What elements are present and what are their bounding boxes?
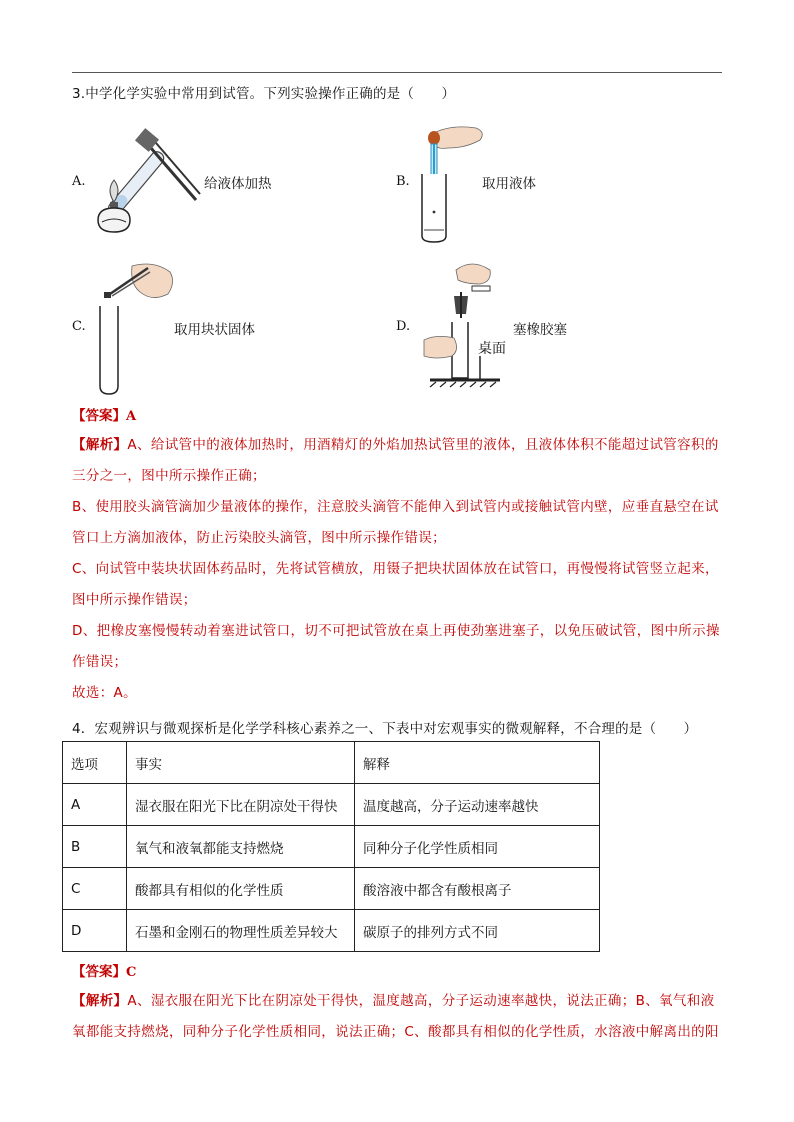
q3-analysis [72, 430, 724, 709]
table-row [63, 784, 600, 826]
table-header-row [63, 742, 600, 784]
stopper-illustration [418, 260, 508, 388]
table-cell: 碳原子的排列方式不同 [355, 910, 600, 952]
table-row [63, 826, 600, 868]
table-cell: A [63, 784, 127, 826]
q3-analysis-a: A、给试管中的液体加热时，用酒精灯的外焰加热试管里的液体，且液体体积不能超过试管容积的三分之一，图中所示操作正确； [72, 437, 719, 484]
table-header-cell: 事实 [127, 742, 355, 784]
q3-analysis-conclusion: 故选：A。 [72, 685, 137, 701]
dropper-illustration [410, 122, 490, 244]
table-cell: 酸都具有相似的化学性质 [127, 868, 355, 910]
table-cell: 酸溶液中都含有酸根离子 [355, 868, 600, 910]
desk-label: 桌面 [478, 341, 506, 357]
q3-option-a-letter: A. [72, 174, 86, 189]
q3-option-c-letter: C. [72, 319, 86, 334]
table-cell: D [63, 910, 127, 952]
q3-analysis-label: 【解析】 [72, 437, 128, 453]
q3-answer-value: A [126, 409, 137, 424]
table-cell: B [63, 826, 127, 868]
q4-analysis [72, 986, 724, 1048]
q3-option-c-caption: 取用块状固体 [174, 322, 255, 338]
table-cell: 湿衣服在阳光下比在阴凉处干得快 [127, 784, 355, 826]
q3-analysis-d: D、把橡皮塞慢慢转动着塞进试管口，切不可把试管放在桌上再使劲塞进塞子，以免压破试管，图中所示操作错误； [72, 623, 720, 670]
q3-analysis-c: C、向试管中装块状固体药品时，先将试管横放，用镊子把块状固体放在试管口，再慢慢将试管竖立起来，图中所示操作错误； [72, 561, 719, 608]
heating-liquid-illustration [92, 124, 212, 239]
tweezers-solid-illustration [92, 258, 182, 398]
q4-table [62, 741, 600, 952]
table-cell: C [63, 868, 127, 910]
q4-analysis-label: 【解析】 [72, 993, 128, 1009]
table-cell: 氧气和液氧都能支持燃烧 [127, 826, 355, 868]
q4-stem: 4．宏观辨识与微观探析是化学学科核心素养之一、下表中对宏观事实的微观解释，不合理的是（ ） [72, 721, 698, 737]
q4-answer-value: C [126, 965, 137, 980]
q3-answer-label: 【答案】 [72, 408, 126, 424]
table-header-cell: 选项 [63, 742, 127, 784]
table-header-cell: 解释 [355, 742, 600, 784]
q3-answer [72, 404, 136, 424]
q3-analysis-b: B、使用胶头滴管滴加少量液体的操作，注意胶头滴管不能伸入到试管内或接触试管内壁，应垂直悬空在试管口上方滴加液体，防止污染胶头滴管，图中所示操作错误； [72, 499, 719, 546]
q3-option-b-letter: B. [396, 174, 410, 189]
q3-option-d-caption: 塞橡胶塞 [513, 322, 567, 338]
table-row [63, 868, 600, 910]
table-row [63, 910, 600, 952]
q4-answer-label: 【答案】 [72, 964, 126, 980]
table-cell: 石墨和金刚石的物理性质差异较大 [127, 910, 355, 952]
q4-answer [72, 960, 136, 980]
table-cell: 温度越高，分子运动速率越快 [355, 784, 600, 826]
q3-option-b-caption: 取用液体 [482, 176, 536, 192]
q3-stem: 3.中学化学实验中常用到试管。下列实验操作正确的是（ ） [72, 86, 456, 102]
table-cell: 同种分子化学性质相同 [355, 826, 600, 868]
q3-option-d-letter: D. [396, 319, 411, 334]
q4-analysis-text: A、湿衣服在阳光下比在阴凉处干得快，温度越高，分子运动速率越快，说法正确；B、氧气和液氧都能支持燃烧，同种分子化学性质相同，说法正确；C、酸都具有相似的化学性质，水溶液中解离出的阳 [72, 993, 719, 1040]
q3-option-a-caption: 给液体加热 [204, 176, 272, 192]
header-rule [72, 72, 722, 73]
